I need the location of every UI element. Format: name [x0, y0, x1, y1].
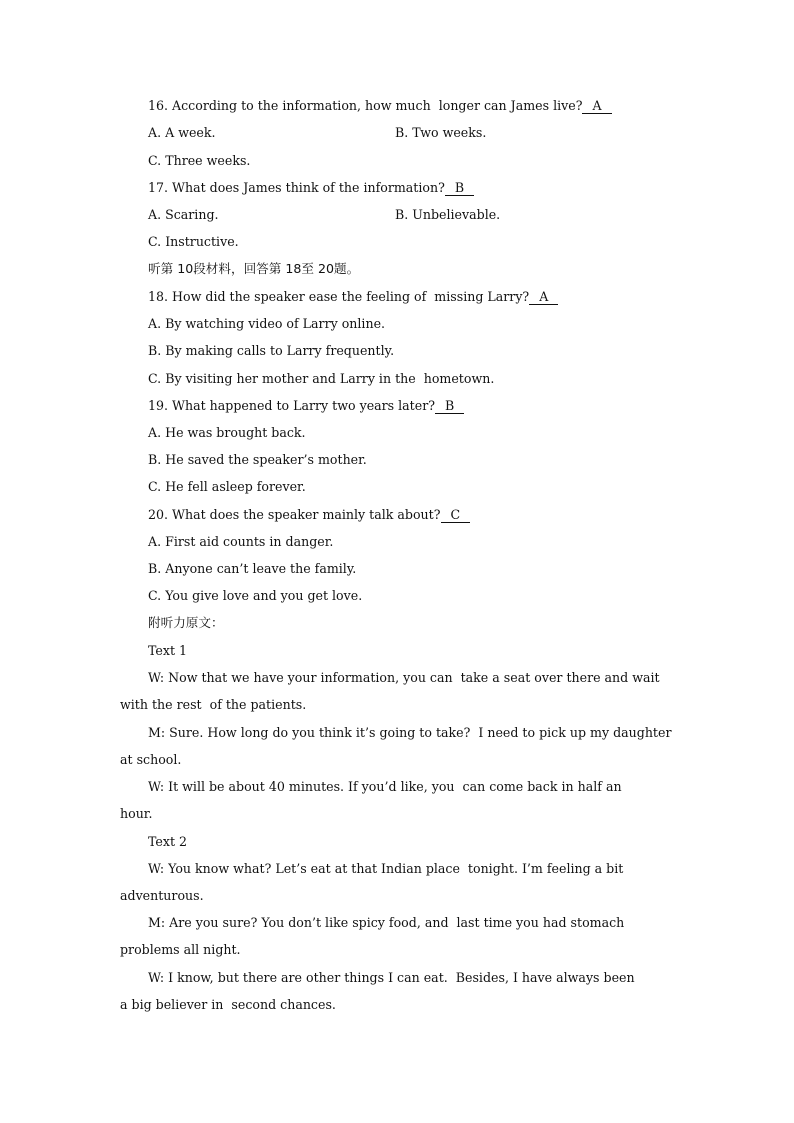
option-c: C. You give love and you get love. [148, 588, 363, 603]
transcript-line: W: I know, but there are other things I can eat. Besides, I have always been [148, 970, 635, 985]
text-1-title: Text 1 [148, 643, 188, 658]
transcript-line: a big believer in second chances. [120, 997, 336, 1012]
option-c: C. He fell asleep forever. [148, 479, 306, 494]
question-18 [148, 288, 558, 306]
question-19 [148, 397, 464, 415]
option-a: A. He was brought back. [148, 425, 306, 440]
question-prompt: 19. What happened to Larry two years later? [148, 398, 435, 413]
answer-blank: B [435, 399, 464, 414]
option-c: C. Three weeks. [148, 153, 251, 168]
option-b: B. Two weeks. [395, 125, 487, 140]
text-2-title: Text 2 [148, 834, 188, 849]
option-c: C. By visiting her mother and Larry in the hometown. [148, 371, 495, 386]
transcript-line: W: It will be about 40 minutes. If you’d like, you can come back in half an [148, 779, 622, 794]
transcript-line: at school. [120, 752, 182, 767]
transcript-line: W: Now that we have your information, you can take a seat over there and wait [148, 670, 660, 685]
transcript-line: with the rest of the patients. [120, 697, 307, 712]
option-a: A. A week. [148, 125, 216, 140]
answer-blank: C [441, 508, 471, 523]
transcript-line: hour. [120, 806, 153, 821]
question-prompt: 20. What does the speaker mainly talk about? [148, 507, 441, 522]
option-b: B. Unbelievable. [395, 207, 501, 222]
transcript-line: M: Are you sure? You don’t like spicy food, and last time you had stomach [148, 915, 625, 930]
transcript-line: M: Sure. How long do you think it’s going to take? I need to pick up my daughter [148, 725, 672, 740]
option-b: B. He saved the speaker’s mother. [148, 452, 367, 467]
option-a: A. Scaring. [148, 207, 219, 222]
option-a: A. First aid counts in danger. [148, 534, 334, 549]
question-16 [148, 97, 612, 115]
answer-blank: A [529, 290, 558, 305]
option-b: B. Anyone can’t leave the family. [148, 561, 357, 576]
section-heading: 听第 10段材料，回答第 18至 20题。 [148, 261, 360, 276]
answer-blank: A [582, 99, 611, 114]
question-17 [148, 179, 474, 197]
question-20 [148, 506, 470, 524]
question-prompt: 18. How did the speaker ease the feeling of missing Larry? [148, 289, 530, 304]
transcript-line: W: You know what? Let’s eat at that Indian place tonight. I’m feeling a bit [148, 861, 624, 876]
question-prompt: 17. What does James think of the information? [148, 180, 445, 195]
transcript-line: adventurous. [120, 888, 204, 903]
option-a: A. By watching video of Larry online. [148, 316, 386, 331]
answer-blank: B [445, 181, 474, 196]
option-c: C. Instructive. [148, 234, 239, 249]
question-prompt: 16. According to the information, how much longer can James live? [148, 98, 583, 113]
transcript-line: problems all night. [120, 942, 241, 957]
transcript-heading: 附听力原文： [148, 615, 224, 630]
option-b: B. By making calls to Larry frequently. [148, 343, 395, 358]
